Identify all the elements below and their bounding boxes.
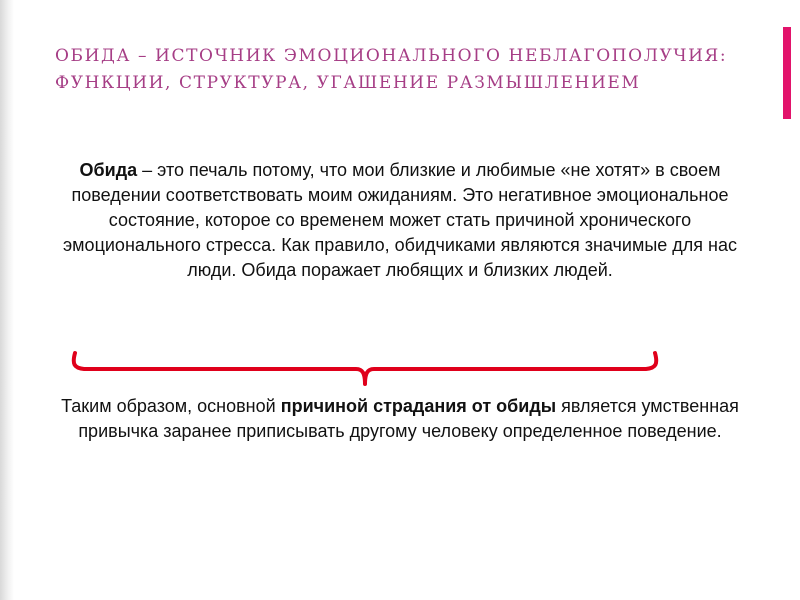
definition-text: – это печаль потому, что мои близкие и любимые «не хотят» в своем поведении соответствовать моим ожиданиям. Это негативное эмоциональное состояние, которое со временем может стать причиной хронического эмоционального стресса. Как правило, обидчиками являются значимые для нас люди. Обида поражает любящих и близких людей. <box>63 160 737 280</box>
curly-brace <box>70 350 660 390</box>
conclusion-paragraph <box>30 394 770 444</box>
conclusion-text-after: является умственная привычка заранее приписывать другому человеку определенное поведение. <box>78 396 739 441</box>
definition-paragraph <box>40 158 760 283</box>
conclusion-emphasis: причиной страдания от обиды <box>280 396 557 416</box>
conclusion-text-before: Таким образом, основной <box>61 396 281 416</box>
slide-title: ОБИДА – ИСТОЧНИК ЭМОЦИОНАЛЬНОГО НЕБЛАГОПОЛУЧИЯ: ФУНКЦИИ, СТРУКТУРА, УГАШЕНИЕ РАЗМЫШЛЕНИЕМ <box>55 46 728 93</box>
accent-bar <box>783 27 791 119</box>
left-edge-shadow <box>0 0 14 600</box>
definition-term: Обида <box>79 160 138 180</box>
